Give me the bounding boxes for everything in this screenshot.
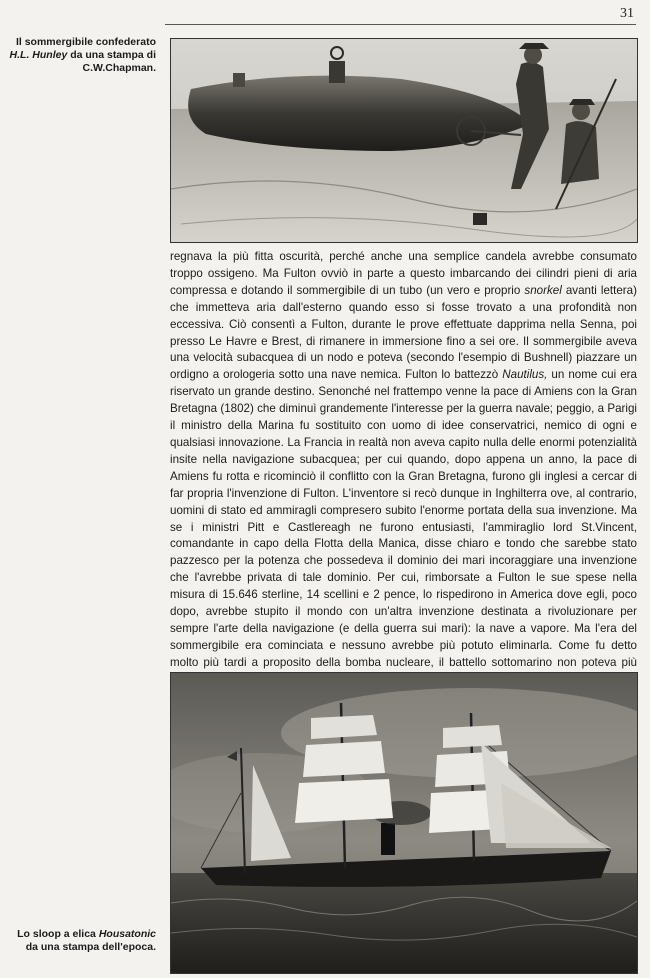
page-number: 31 — [620, 6, 634, 21]
term-nautilus: Nautilus, — [502, 368, 548, 382]
housatonic-illustration — [171, 673, 637, 973]
hunley-illustration — [171, 39, 637, 242]
caption-housatonic-prefix: Lo sloop a elica — [17, 928, 96, 940]
caption-hunley-suffix: da una stampa di C.W.Chapman. — [70, 49, 156, 74]
caption-housatonic-name: Housatonic — [98, 928, 156, 940]
header-rule — [165, 24, 636, 25]
article-body-part-2: avanti lettera) che immetteva aria dall'esterno quando esso si fosse trovato a una profondità non eccessiva. Ciò consentì a Fulton, durante le prove effettuate dapprima nella Senna, poi presso Le Havre e Brest, di rimanere in immersione fino a sei ore. Il sommergibile aveva una velocità subacquea di un nodo e poteva (secondo l'esempio di Bushnell) piazzare un ordigno a orologeria sotto una nave nemica. Fulton lo battezzò — [170, 283, 637, 382]
hunley-submarine-photo — [170, 38, 638, 243]
caption-hunley — [8, 36, 156, 75]
term-snorkel: snorkel — [524, 283, 562, 297]
caption-hunley-prefix: Il sommergibile confederato — [15, 36, 156, 48]
caption-housatonic-suffix: da una stampa dell'epoca. — [25, 941, 156, 953]
article-body-part-1: regnava la più fitta oscurità, perché anche una semplice candela avrebbe consumato troppo ossigeno. Ma Fulton ovviò in parte a questo imbarcando dei cilindri pieni di aria compressa e dotando il sommergibile di un tubo (un vero e proprio — [170, 250, 637, 297]
caption-hunley-name: H.L. Hunley — [9, 49, 68, 61]
article-body-part-3: un nome cui era riservato un grande destino. Senonché nel frattempo venne la pace di Amiens con la Gran Bretagna (1802) che diminuì grandemente l'interesse per la guerra navale; peggio, a Parigi il ministro della Marina fu sostituito con uomo di idee conservatrici, nemico di ogni e qualsiasi innovazione. La Francia in realtà non aveva capito nulla delle enormi potenzialità insite nella navigazione subacquea; per cui quando, dopo appena un anno, la pace di Amiens fu rotta e ricominciò il conflitto con la Gran Bretagna, furono gli inglesi a cercar di far propria l'invenzione di Fulton. L'inventore si recò dunque in Inghilterra ove, al contrario, uomini di stato ed ammiragli compresero subito l'enorme portata della sua invenzione. Ma se i ministri Pitt e Castlereagh ne furono entusiasti, l'ammiraglio lord St.Vincent, comandante in capo della Flotta della Manica, disse chiaro e tondo che sarebbe stato pazzesco per la potenza che possedeva il dominio dei mari incoraggiare una invenzione che l'avrebbe privata di tale dominio. Per cui, rimborsate a Fulton le sue spese nella misura di 15.646 sterline, 14 scellini e 2 pence, lo rispedirono in America dove egli, poco dopo, avrebbe stupito il mondo con un'altra invenzione destinata a rivoluzionare per sempre l'arte della navigazione (e della guerra sui mari): la nave a vapore. Ma l'era del sommergibile era cominciata e nessuno avrebbe più potuto eliminarla. Come fu detto molto più tardi a proposito della bomba nucleare, il battello sottomarino non poteva più — [170, 368, 637, 669]
housatonic-sloop-print — [170, 672, 638, 974]
caption-housatonic — [8, 928, 156, 954]
